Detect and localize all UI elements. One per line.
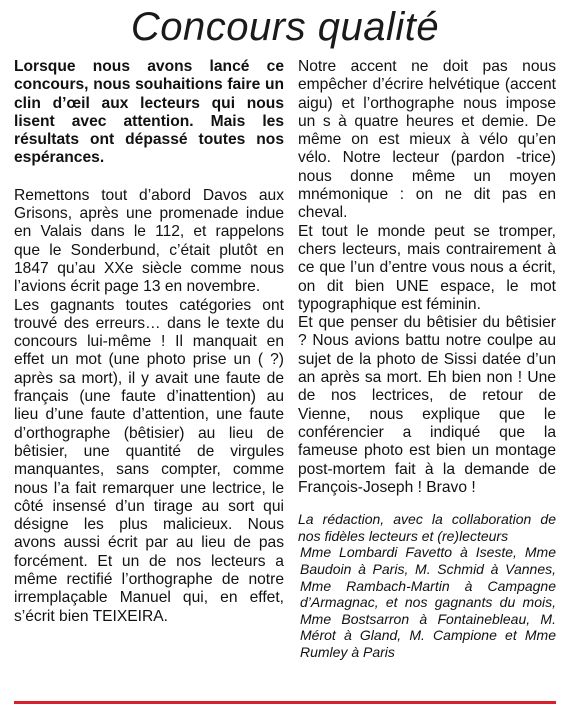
body-paragraph: Et que penser du bêtisier du bêtisier ? Nous avions battu notre coulpe au sujet de la photo de Sissi datée d’un an après sa mort. Eh bien non ! Une de nos lectrices, de retour de Vienne, nous explique que le conférencier a indiqué que la fameuse photo est bien un montage post-mortem fait à la demande de François-Joseph ! Bravo ! <box>298 314 556 496</box>
left-column <box>14 58 284 626</box>
body-paragraph: Les gagnants toutes catégories ont trouvé des erreurs… dans le texte du concours lui-même ! Il manquait en effet un mot (une photo prise un ( ?) après sa mort), il y avait une faute de français (une faute d’inattention) au lieu d’une faute d’attention, une faute d’orthographe (bêtisier) au lieu de bêtisier, une quantité de virgules manquantes, sans compter, comme nous l’a fait remarquer une lectrice, le côté insensé d’un tirage au sort qui désigne les plus malicieux. Nous avons aussi écrit par au lieu de pas forcément. Et un de nos lecteurs a même rectifié l’orthographe de notre irremplaçable Manuel qui, en effet, s’écrit bien TEIXEIRA. <box>14 296 284 625</box>
bottom-rule <box>14 701 556 704</box>
paragraph-gap <box>14 168 284 187</box>
right-column <box>298 58 556 660</box>
body-paragraph: Et tout le monde peut se tromper, chers lecteurs, mais contrairement à ce que l’un d’entre vous nous a écrit, on dit bien UNE espace, le mot typographique est féminin. <box>298 222 556 313</box>
credits-names: Mme Lombardi Favetto à Iseste, Mme Baudoin à Paris, M. Schmid à Vannes, Mme Rambach-Martin à Campagne d’Armagnac, et nos gagnants du mois, Mme Bostsarron à Fontainebleau, M. Mérot à Gland, M. Campione et Mme Rumley à Paris <box>300 544 556 660</box>
credits-intro: La rédaction, avec la collaboration de nos fidèles lecteurs et (re)lecteurs <box>298 511 556 544</box>
lead-paragraph: Lorsque nous avons lancé ce concours, nous souhaitions faire un clin d’œil aux lecteurs qui nous lisent avec attention. Mais les résultats ont dépassé toutes nos espérances. <box>14 58 284 167</box>
body-paragraph: Remettons tout d’abord Davos aux Grisons, après une promenade indue en Valais dans le 112, et rappelons que le Sonderbund, c’était plutôt en 1847 qu’au XXe siècle comme nous l’avions écrit page 13 en novembre. <box>14 186 284 296</box>
body-paragraph: Notre accent ne doit pas nous empêcher d’écrire helvétique (accent aigu) et l’orthographe nous impose un s à quatre heures et demie. De même on est mieux à vélo qu’en vélo. Notre lecteur (pardon -trice) nous donne même un moyen mnémonique : on ne dit pas en cheval. <box>298 58 556 222</box>
page-title: Concours qualité <box>130 5 440 49</box>
credits-block <box>298 511 556 660</box>
